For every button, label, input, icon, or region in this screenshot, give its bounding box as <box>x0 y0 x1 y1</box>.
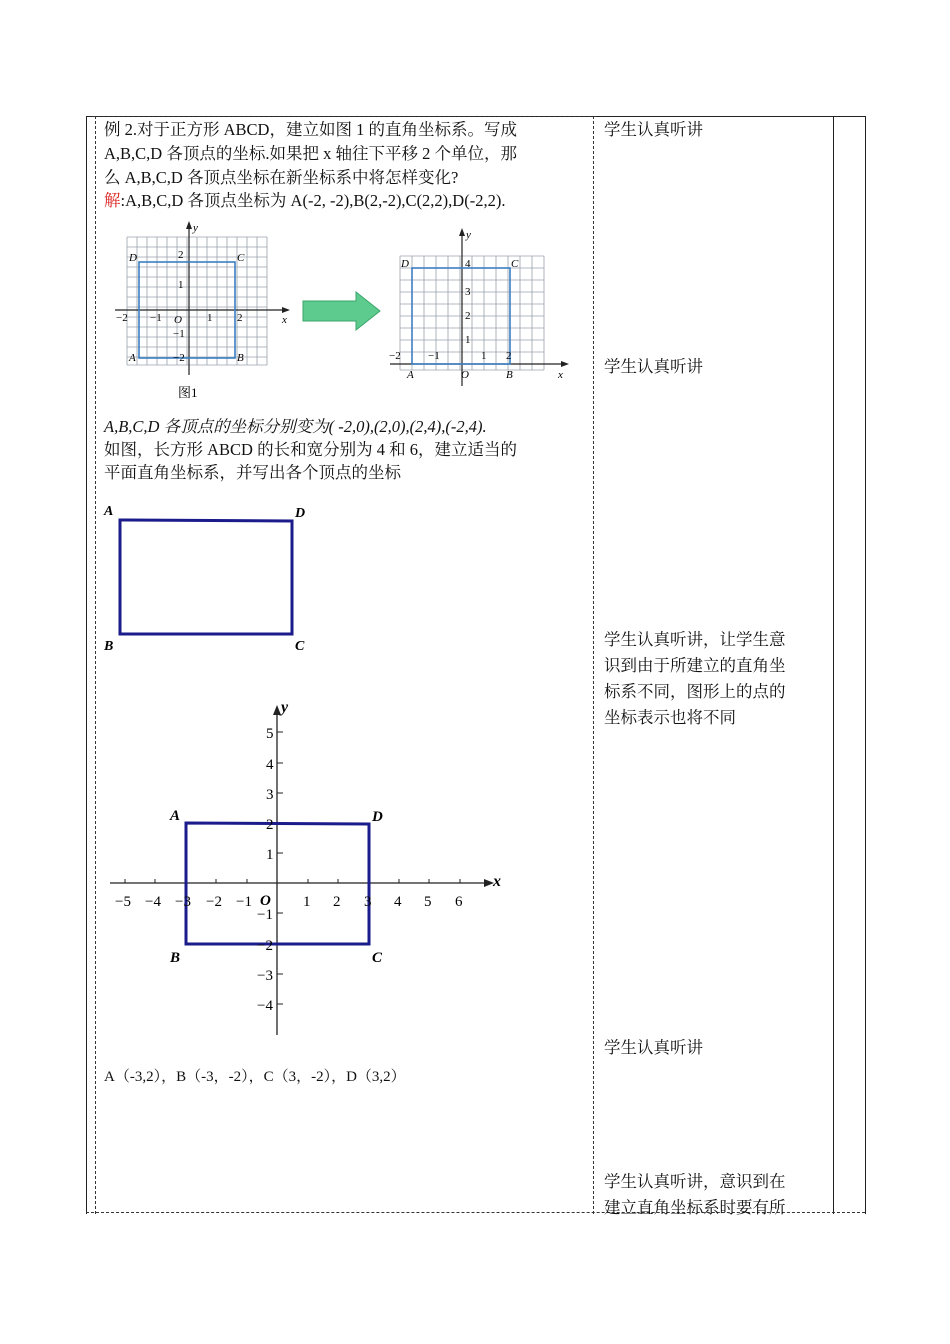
figure-2-label-b: B <box>506 369 513 381</box>
figure-1-y-arrow <box>186 221 192 229</box>
figure-2-tick-x-n1: −1 <box>428 350 440 362</box>
rect-label-a: A <box>104 504 114 519</box>
figure-2-tick-y-3: 3 <box>465 286 471 298</box>
y-tick-n3: −3 <box>257 968 273 984</box>
figure-1-tick-y-n1: −1 <box>173 328 185 340</box>
figure-1-caption: 图1 <box>178 385 198 400</box>
figure-2-x-arrow <box>561 361 569 367</box>
example-line-2: A,B,C,D 各顶点的坐标.如果把 x 轴往下平移 2 个单位，那 <box>104 144 517 163</box>
rect-label-d: D <box>295 506 306 521</box>
figure-2-tick-x-p2: 2 <box>506 350 512 362</box>
y-tick-3: 3 <box>266 787 274 803</box>
figure-2-tick-x-p1: 1 <box>481 350 487 362</box>
figure-2-tick-y-1: 1 <box>465 334 471 346</box>
figure-2-grid <box>400 256 544 370</box>
axes-label-a: A <box>170 808 181 824</box>
figure-1-tick-x-n1: −1 <box>150 312 162 324</box>
student-note-3 <box>604 627 786 731</box>
x-tick-1: 1 <box>303 894 311 910</box>
student-note-3-line-2: 识到由于所建立的直角坐 <box>604 656 786 675</box>
x-tick-2: 2 <box>333 894 341 910</box>
x-tick-5: 5 <box>424 894 432 910</box>
student-note-5-line-2: 建立直角坐标系时要有所 <box>604 1198 786 1215</box>
figure-1-label-c: C <box>237 252 245 264</box>
figure-2-graph <box>385 222 580 387</box>
student-note-3-line-4: 坐标表示也将不同 <box>604 708 736 727</box>
x-tick-n2: −2 <box>206 894 222 910</box>
student-note-3-line-3: 标系不同，图形上的点的 <box>604 682 786 701</box>
axes-label-x: x <box>493 873 501 890</box>
x-tick-n3: −3 <box>175 894 191 910</box>
solution-line <box>104 189 505 213</box>
student-note-4: 学生认真听讲 <box>604 1038 703 1057</box>
axes-figure <box>100 695 520 1040</box>
example-line-3: 么 A,B,C,D 各顶点坐标在新坐标系中将怎样变化? <box>104 168 459 187</box>
student-note-2: 学生认真听讲 <box>604 357 703 376</box>
figure-1-tick-x-n2: −2 <box>116 312 128 324</box>
figure-2-label-y: y <box>466 229 471 241</box>
solution-text: :A,B,C,D 各顶点坐标为 A(-2, -2),B(2,-2),C(2,2),D(-2,2). <box>120 191 506 210</box>
student-note-3-line-1: 学生认真听讲，让学生意 <box>604 630 786 649</box>
axes-label-y: y <box>281 699 289 716</box>
y-tick-4: 4 <box>266 757 274 773</box>
student-note-1: 学生认真听讲 <box>604 120 703 139</box>
student-note-5 <box>604 1169 786 1215</box>
table-right-border <box>865 116 866 1214</box>
figure-1-x-arrow <box>282 307 290 313</box>
answer-line: A（-3,2），B（-3，-2），C（3，-2），D（3,2） <box>104 1069 406 1085</box>
question-line-2: 平面直角坐标系，并写出各个顶点的坐标 <box>104 463 401 482</box>
rect-label-b: B <box>104 639 114 654</box>
cell-top-dash <box>92 116 596 117</box>
y-tick-5: 5 <box>266 726 274 742</box>
figure-1-tick-y-n2: −2 <box>173 352 185 364</box>
figure-1-label-b: B <box>237 352 244 364</box>
axes-label-o: O <box>260 893 271 909</box>
figure-2-label-c: C <box>511 258 519 270</box>
x-tick-4: 4 <box>394 894 402 910</box>
axes-label-b: B <box>170 950 181 966</box>
x-tick-n5: −5 <box>115 894 131 910</box>
arrow-shape <box>303 292 380 330</box>
y-tick-n2: −2 <box>257 938 273 954</box>
table-col-divider <box>833 116 834 1214</box>
figure-1-label-o: O <box>174 314 182 326</box>
figure-1-label-a: A <box>129 352 136 364</box>
axes-y-arrow <box>273 705 281 715</box>
figure-2-tick-y-2: 2 <box>465 310 471 322</box>
axes-label-c: C <box>372 950 383 966</box>
rectangle-figure <box>100 500 320 660</box>
cell-right-dash <box>593 116 594 1214</box>
figure-2-label-d: D <box>401 258 409 270</box>
x-tick-n4: −4 <box>145 894 161 910</box>
figure-2-label-a: A <box>407 369 414 381</box>
figure-2-label-x: x <box>558 369 563 381</box>
question-line-1: 如图，长方形 ABCD 的长和宽分别为 4 和 6，建立适当的 <box>104 440 517 459</box>
figure-1-grid <box>127 237 267 365</box>
figure-1-label-x: x <box>282 314 287 326</box>
y-tick-n1: −1 <box>257 907 273 923</box>
transform-arrow <box>300 290 384 332</box>
rectangle-abcd <box>120 520 292 634</box>
result-line: A,B,C,D 各顶点的坐标分别变为( -2,0),(2,0),(2,4),(-2,4). <box>104 417 487 436</box>
figure-2-tick-x-n2: −2 <box>389 350 401 362</box>
x-tick-3: 3 <box>364 894 372 910</box>
figure-2-label-o: O <box>461 369 469 381</box>
y-tick-1: 1 <box>266 847 274 863</box>
x-tick-n1: −1 <box>236 894 252 910</box>
figure-1-label-d: D <box>129 252 137 264</box>
figure-1-graph <box>110 215 300 405</box>
figure-1-tick-y-1: 1 <box>178 279 184 291</box>
figure-2-tick-y-4: 4 <box>465 258 471 270</box>
figure-1-label-y: y <box>193 222 198 234</box>
y-tick-n4: −4 <box>257 998 273 1014</box>
x-tick-6: 6 <box>455 894 463 910</box>
figure-1-tick-y-2: 2 <box>178 249 184 261</box>
student-note-5-line-1: 学生认真听讲，意识到在 <box>604 1172 786 1191</box>
axes-label-d: D <box>372 809 383 825</box>
rect-label-c: C <box>295 639 305 654</box>
figure-1-tick-x-p2: 2 <box>237 312 243 324</box>
example-line-1: 例 2.对于正方形 ABCD，建立如图 1 的直角坐标系。写成 <box>104 120 517 139</box>
cell-left-dash <box>95 116 96 1214</box>
y-tick-2: 2 <box>266 817 274 833</box>
figure-1-tick-x-p1: 1 <box>207 312 213 324</box>
table-left-border <box>86 116 87 1214</box>
solution-label: 解 <box>104 191 121 210</box>
figure-2-y-arrow <box>459 228 465 236</box>
